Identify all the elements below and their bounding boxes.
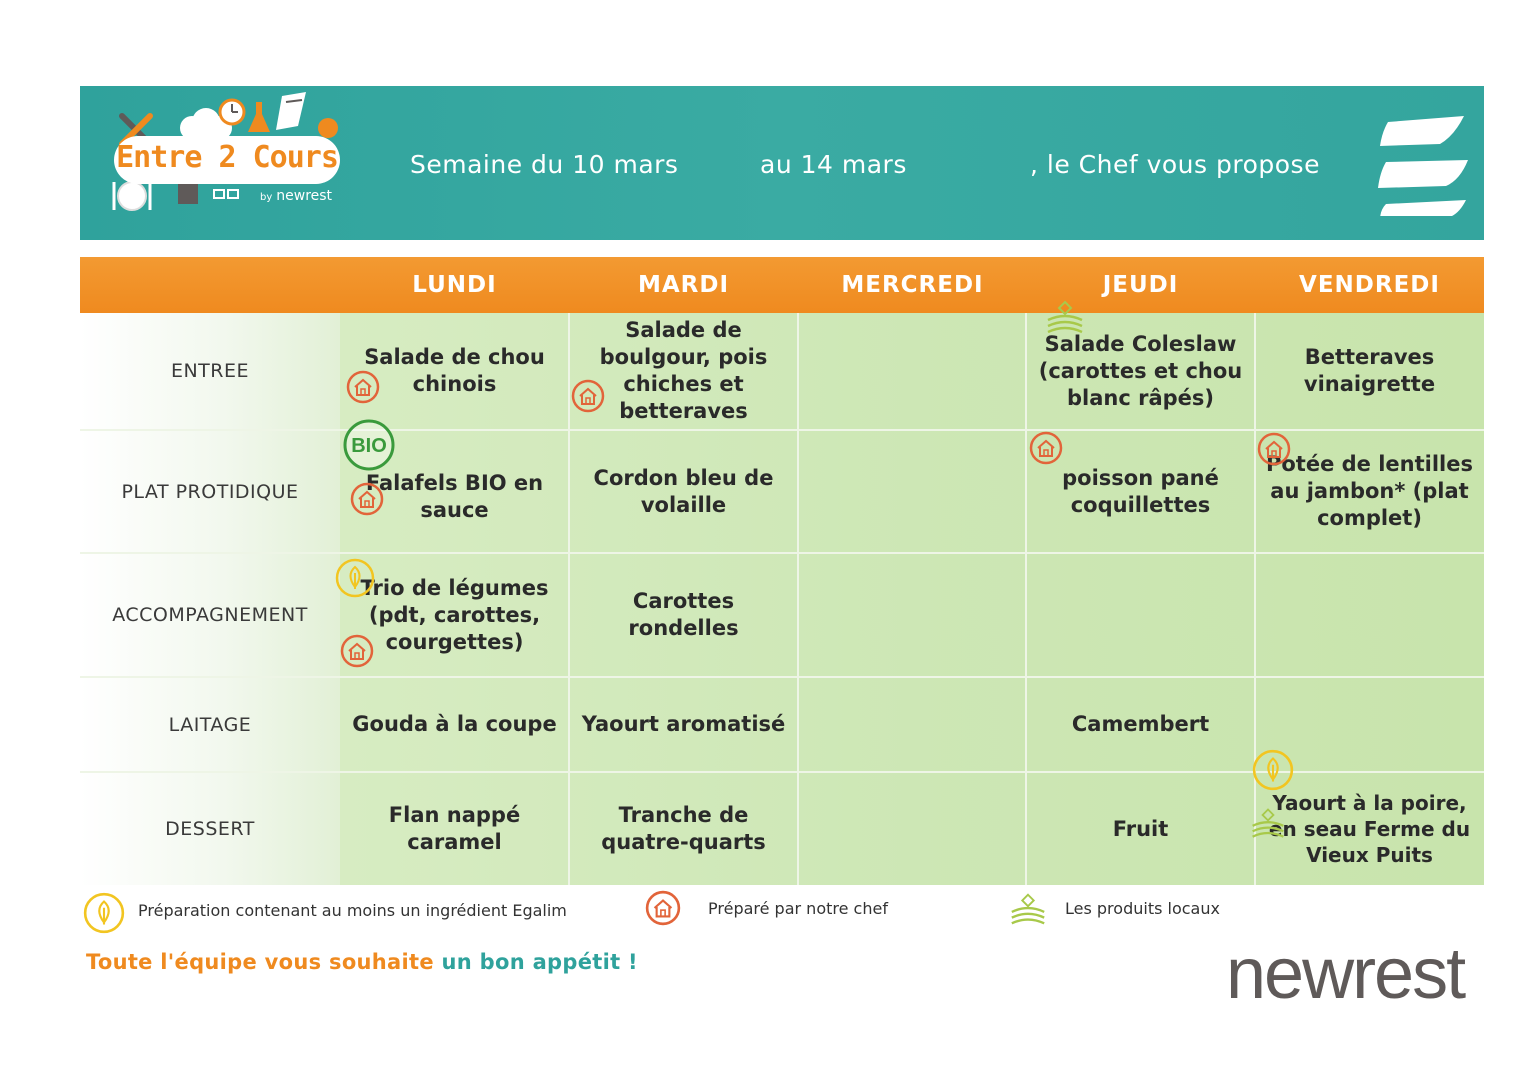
- footer-part1: Toute l'équipe vous souhaite: [86, 950, 434, 974]
- menu-cell: [798, 431, 1027, 552]
- row-label-entree: ENTREE: [170, 360, 250, 382]
- week-start-text: Semaine du 10 mars: [410, 150, 679, 179]
- legend-local-text: Les produits locaux: [1065, 899, 1220, 918]
- menu-cell: Tranche de quatre-quarts: [601, 803, 766, 854]
- legend-egalim-text: Préparation contenant au moins un ingrédient Egalim: [138, 901, 567, 920]
- newrest-logo: [1226, 938, 1480, 1010]
- legend-chef-text: Préparé par notre chef: [708, 899, 888, 918]
- menu-cell: [798, 313, 1027, 429]
- menu-grid: [80, 313, 1484, 885]
- day-lundi: LUNDI: [412, 272, 497, 298]
- menu-cell: poisson pané coquillettes: [1062, 465, 1219, 517]
- menu-cell: [798, 773, 1027, 885]
- chef-house-icon: [571, 379, 605, 413]
- logo-by-brand: by newrest: [260, 188, 333, 204]
- chef-house-icon: [350, 482, 384, 516]
- menu-cell: [1255, 554, 1484, 676]
- bio-badge-label: BIO: [351, 435, 387, 457]
- menu-cell: Cordon bleu de volaille: [593, 465, 774, 517]
- menu-cell: Falafels BIO en sauce: [365, 470, 544, 522]
- local-product-icon: [1249, 806, 1287, 842]
- day-mardi: MARDI: [637, 272, 730, 298]
- menu-cell: Trio de légumes (pdt, carottes, courgettes): [360, 575, 549, 654]
- days-header-row: [80, 257, 1484, 313]
- egalim-leaf-icon: [1251, 748, 1295, 792]
- row-label-accompagnement: ACCOMPAGNEMENT: [112, 604, 308, 626]
- chef-house-icon: [1029, 431, 1063, 465]
- footer-message: [86, 950, 638, 974]
- egalim-leaf-icon: [334, 557, 376, 599]
- local-product-icon: [1044, 300, 1086, 336]
- menu-cell: Gouda à la coupe: [352, 712, 557, 736]
- footer-part2: un bon appétit !: [441, 950, 638, 974]
- day-vendredi: VENDREDI: [1299, 272, 1440, 298]
- day-jeudi: JEUDI: [1102, 272, 1179, 298]
- legend-egalim-icon: [82, 891, 126, 935]
- menu-cell: Betteraves vinaigrette: [1303, 345, 1436, 396]
- menu-cell: Yaourt à la poire, en seau Ferme du Vieux Puits: [1268, 791, 1471, 867]
- chef-propose-text: , le Chef vous propose: [1030, 150, 1320, 179]
- chef-house-icon: [1257, 432, 1291, 466]
- logo-text: Entre 2 Cours: [116, 140, 338, 175]
- legend-local-icon: [1008, 892, 1048, 928]
- menu-cell: Fruit: [1112, 816, 1169, 841]
- chef-house-icon: [346, 370, 380, 404]
- menu-cell: [1026, 554, 1255, 676]
- menu-cell: [798, 678, 1027, 771]
- header-banner: [80, 86, 1484, 240]
- menu-cell: [798, 554, 1027, 676]
- menu-cell: Salade de boulgour, pois chiches et betteraves: [599, 318, 768, 423]
- week-end-text: au 14 mars: [760, 150, 907, 179]
- row-label-plat: PLAT PROTIDIQUE: [121, 481, 299, 503]
- row-label-laitage: LAITAGE: [168, 714, 252, 736]
- legend-chef-icon: [645, 890, 681, 926]
- menu-cell: Yaourt aromatisé: [581, 712, 786, 736]
- menu-cell: Carottes rondelles: [628, 589, 739, 640]
- menu-cell: Camembert: [1071, 712, 1210, 736]
- menu-cell: Flan nappé caramel: [388, 803, 521, 854]
- row-label-dessert: DESSERT: [165, 818, 255, 840]
- menu-cell: Salade Coleslaw (carottes et chou blanc râpés): [1038, 331, 1243, 410]
- bio-badge-icon: [342, 418, 398, 472]
- menu-cell: Salade de chou chinois: [364, 345, 545, 396]
- day-mercredi: MERCREDI: [841, 272, 984, 298]
- newrest-wave-icon: [1376, 106, 1472, 216]
- chef-house-icon: [340, 634, 374, 668]
- row-labels-column: [80, 313, 340, 885]
- menu-cell: Potée de lentilles au jambon* (plat complet): [1265, 452, 1473, 530]
- newrest-logo-text: newrest: [1226, 938, 1465, 1010]
- entre-2-cours-logo: [110, 92, 350, 232]
